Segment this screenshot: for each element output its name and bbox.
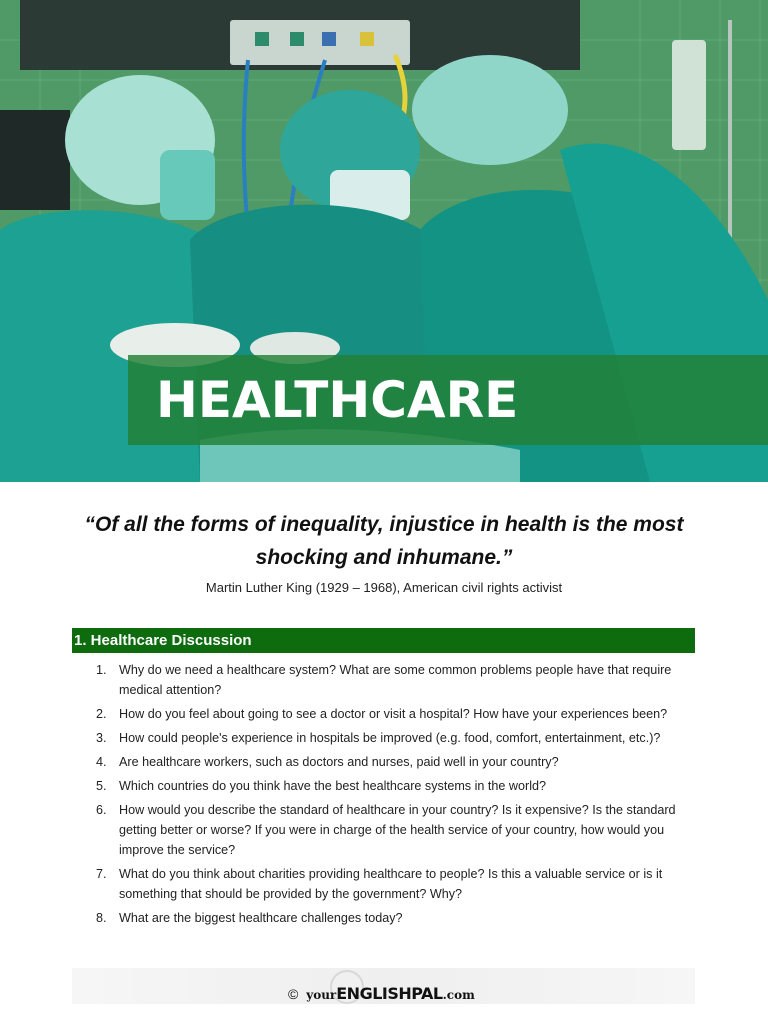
brand-domain: .com xyxy=(442,988,475,1002)
question-list xyxy=(92,660,702,932)
list-item xyxy=(92,660,702,700)
list-item-number: 3. xyxy=(96,731,107,745)
list-item-number: 7. xyxy=(96,867,107,881)
list-item-text: Are healthcare workers, such as doctors and nurses, paid well in your country? xyxy=(119,755,559,769)
list-item xyxy=(92,752,702,772)
footer-brand[interactable] xyxy=(288,983,548,1006)
list-item-text: How would you describe the standard of healthcare in your country? Is it expensive? Is the standard getting better or worse? If you were in charge of the health service of your country, how would you improve the service? xyxy=(119,803,676,857)
list-item xyxy=(92,776,702,796)
list-item-number: 2. xyxy=(96,707,107,721)
list-item-text: What are the biggest healthcare challenges today? xyxy=(119,911,403,925)
brand-your: your xyxy=(306,988,337,1002)
hero-image xyxy=(0,0,768,482)
brand-pal: PAL xyxy=(411,984,443,1003)
list-item-number: 6. xyxy=(96,803,107,817)
list-item-text: Why do we need a healthcare system? What are some common problems people have that require medical attention? xyxy=(119,663,672,697)
brand-english: ENGLISH xyxy=(336,984,412,1003)
list-item xyxy=(92,864,702,904)
list-item-number: 1. xyxy=(96,663,107,677)
list-item-text: How could people's experience in hospitals be improved (e.g. food, comfort, entertainment, etc.)? xyxy=(119,731,661,745)
list-item-number: 8. xyxy=(96,911,107,925)
list-item-text: What do you think about charities providing healthcare to people? Is this a valuable service or is it something that should be provided by the government? Why? xyxy=(119,867,663,901)
quote-attribution: Martin Luther King (1929 – 1968), American civil rights activist xyxy=(205,580,563,595)
copyright-icon: © xyxy=(288,986,299,1002)
list-item-number: 4. xyxy=(96,755,107,769)
list-item-text: Which countries do you think have the best healthcare systems in the world? xyxy=(119,779,547,793)
quote-text: “Of all the forms of inequality, injustice in health is the most shocking and inhumane.” xyxy=(84,513,684,569)
list-item xyxy=(92,908,702,928)
page-title: HEALTHCARE xyxy=(156,371,519,429)
list-item-text: How do you feel about going to see a doctor or visit a hospital? How have your experiences been? xyxy=(119,707,668,721)
list-item-number: 5. xyxy=(96,779,107,793)
list-item xyxy=(92,704,702,724)
list-item xyxy=(92,728,702,748)
section-title: 1. Healthcare Discussion xyxy=(74,632,252,649)
list-item xyxy=(92,800,702,860)
